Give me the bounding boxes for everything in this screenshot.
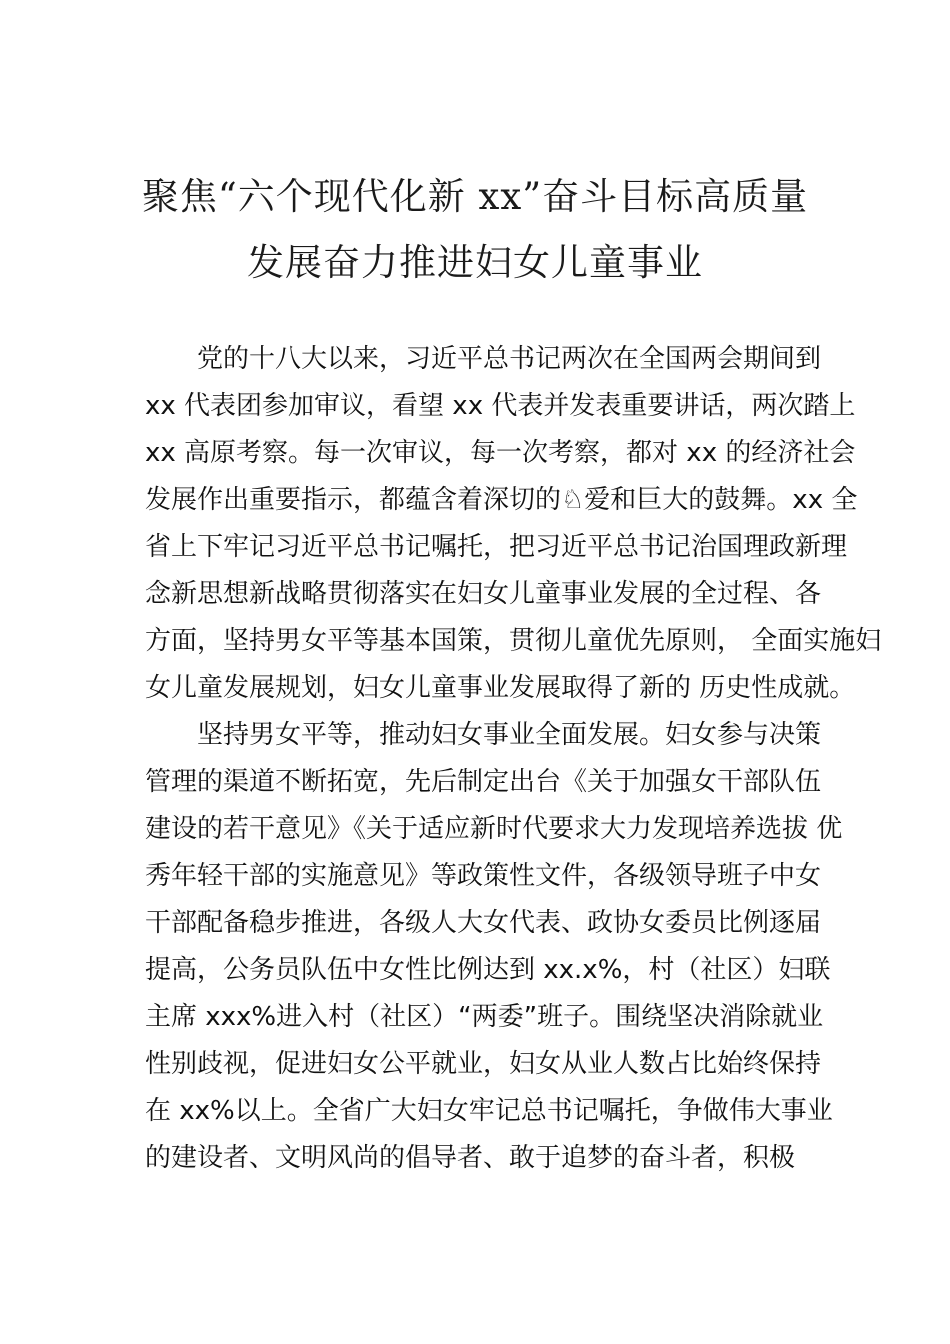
body-line: 念新思想新战略贯彻落实在妇女儿童事业发展的全过程、各: [145, 579, 822, 609]
body-line: 性别歧视，促进妇女公平就业，妇女从业人数占比始终保持: [145, 1049, 822, 1079]
body-line: 建设的若干意见》《关于适应新时代要求大力发现培养选拔 优: [145, 814, 843, 844]
body-line: 女儿童发展规划，妇女儿童事业发展取得了新的 历史性成就。: [145, 673, 856, 703]
body-line: 坚持男女平等，推动妇女事业全面发展。妇女参与决策: [145, 720, 822, 750]
body-line: 党的十八大以来，习近平总书记两次在全国两会期间到: [145, 344, 822, 374]
body-line: 发展作出重要指示，都蕴含着深切的♘爱和巨大的鼓舞。xx 全: [145, 485, 858, 515]
body-line: 干部配备稳步推进，各级人大女代表、政协女委员比例逐届: [145, 908, 822, 938]
title-line-2: 发展奋力推进妇女儿童事业: [247, 241, 703, 284]
body-line: 提高，公务员队伍中女性比例达到 xx.x%，村（社区）妇联: [145, 955, 831, 985]
body-line: xx 高原考察。每一次审议，每一次考察，都对 xx 的经济社会: [145, 438, 856, 468]
body-line: 秀年轻干部的实施意见》等政策性文件，各级领导班子中女: [145, 861, 822, 891]
body-line: xx 代表团参加审议，看望 xx 代表并发表重要讲话，两次踏上: [145, 391, 856, 421]
body-line: 管理的渠道不断拓宽，先后制定出台《关于加强女干部队伍: [145, 767, 822, 797]
body-line: 主席 xxx%进入村（社区）“两委”班子。围绕坚决消除就业: [145, 1002, 824, 1032]
body-line: 在 xx%以上。全省广大妇女牢记总书记嘱托，争做伟大事业: [145, 1096, 833, 1126]
body-line: 方面，坚持男女平等基本国策，贯彻儿童优先原则， 全面实施妇: [145, 626, 882, 656]
body-line: 的建设者、文明风尚的倡导者、敢于追梦的奋斗者，积极: [145, 1143, 796, 1173]
title-line-1: 聚焦“六个现代化新 xx”奋斗目标高质量: [141, 175, 809, 218]
body-line: 省上下牢记习近平总书记嘱托，把习近平总书记治国理政新理: [145, 532, 848, 562]
